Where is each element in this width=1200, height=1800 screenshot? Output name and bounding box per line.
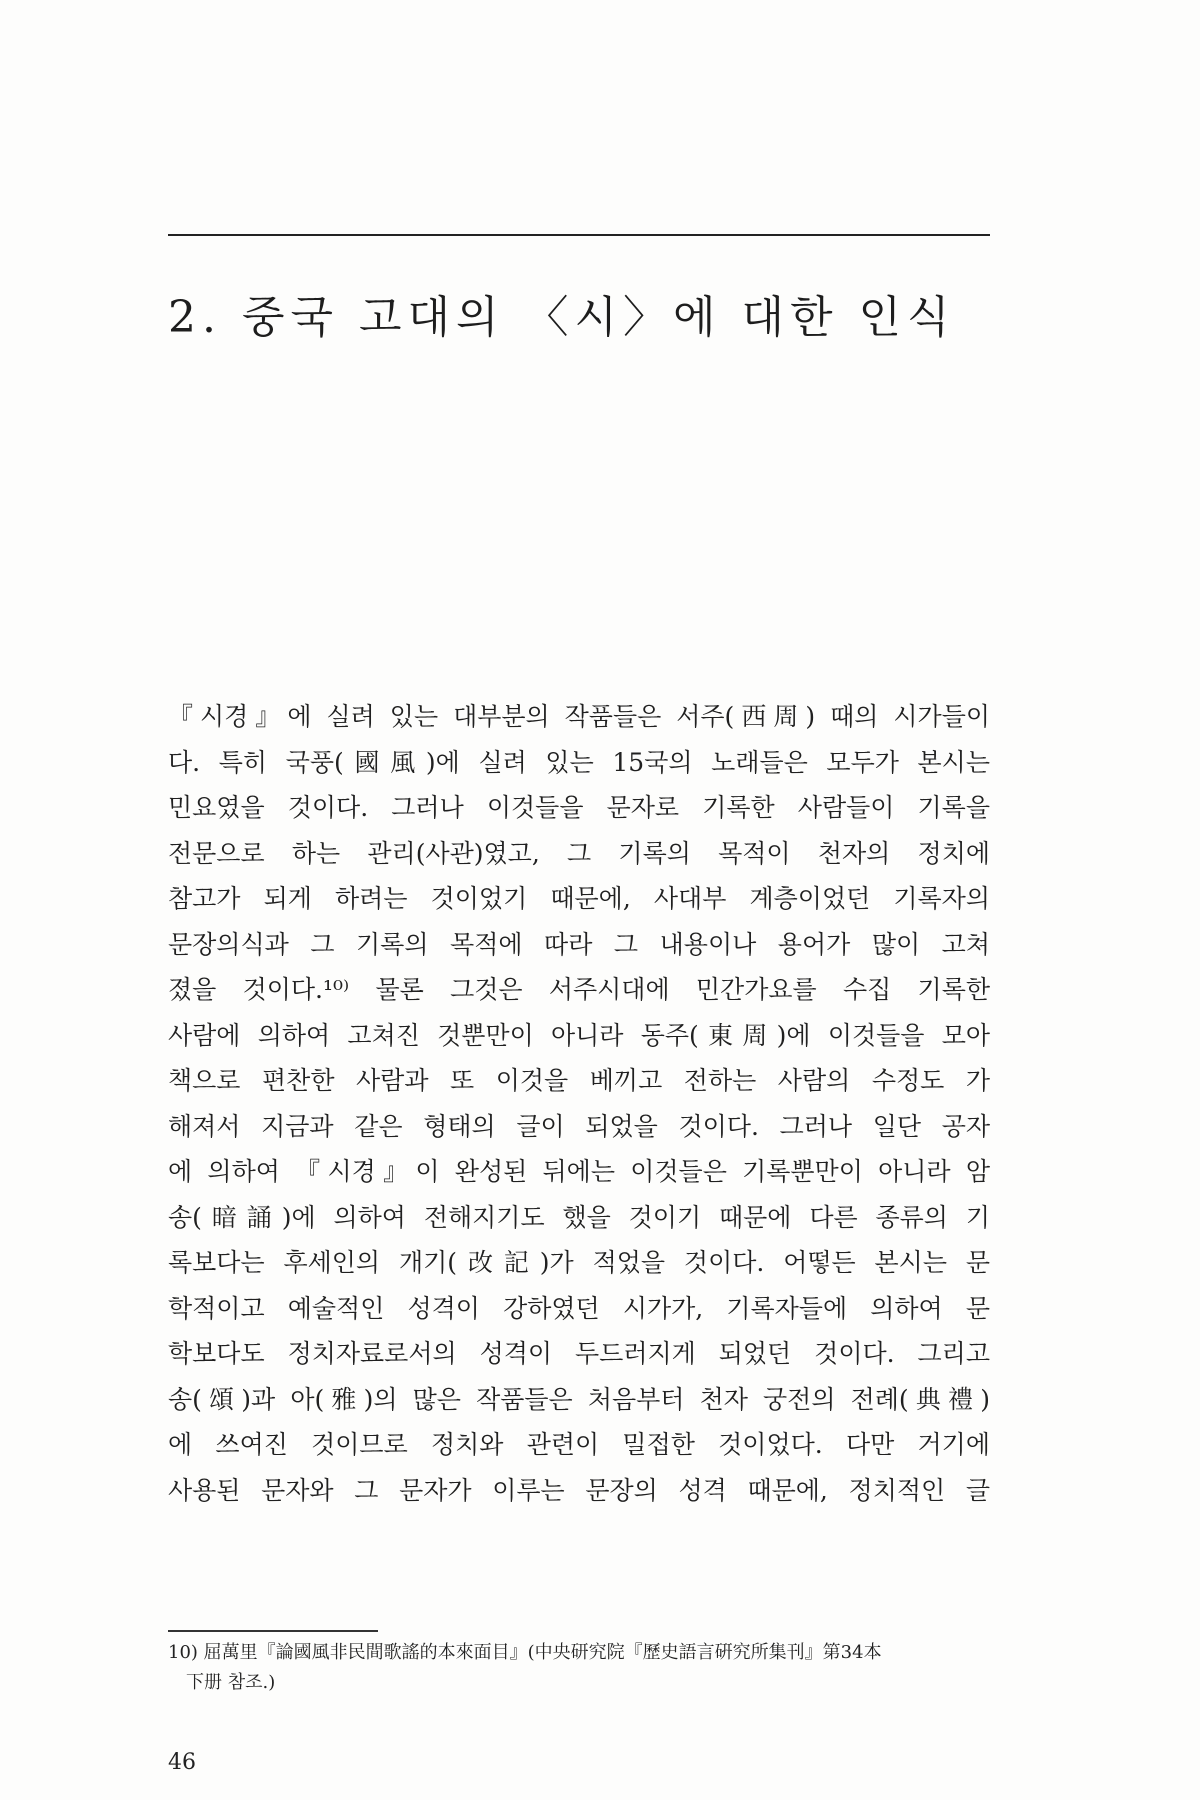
body-line: 다. 특히 국풍(國風)에 실려 있는 15국의 노래들은 모두가 본시는: [168, 747, 990, 777]
body-line: 해져서 지금과 같은 형태의 글이 되었을 것이다. 그러나 일단 공자: [168, 1111, 990, 1141]
body-line: 에 쓰여진 것이므로 정치와 관련이 밀접한 것이었다. 다만 거기에: [168, 1430, 990, 1459]
body-line: 『시경』에 실려 있는 대부분의 작품들은 서주(西周) 때의 시가들이: [168, 702, 990, 731]
chapter-top-rule: [168, 234, 990, 236]
body-line: 졌을 것이다.¹⁰⁾ 물론 그것은 서주시대에 민간가요를 수집 기록한: [168, 975, 990, 1004]
page-number: 46: [168, 1750, 196, 1775]
body-line: 송(頌)과 아(雅)의 많은 작품들은 처음부터 천자 궁전의 전례(典禮): [168, 1384, 990, 1414]
body-line: 참고가 되게 하려는 것이었기 때문에, 사대부 계층이었던 기록자의: [168, 884, 990, 913]
body-line: 민요였을 것이다. 그러나 이것들을 문자로 기록한 사람들이 기록을: [168, 793, 990, 822]
body-text: [168, 694, 990, 1513]
body-line: 학보다도 정치자료로서의 성격이 두드러지게 되었던 것이다. 그리고: [168, 1339, 990, 1368]
body-line: 전문으로 하는 관리(사관)였고, 그 기록의 목적이 천자의 정치에: [168, 838, 990, 868]
footnotes: [168, 1638, 990, 1698]
body-line: 문장의식과 그 기록의 목적에 따라 그 내용이나 용어가 많이 고쳐: [168, 929, 990, 959]
footnote-line: 下册 참조.): [186, 1672, 276, 1693]
footnote-rule: [168, 1630, 378, 1632]
body-line: 에 의하여 『시경』이 완성된 뒤에는 이것들은 기록뿐만이 아니라 암: [168, 1157, 990, 1186]
body-line: 송(暗誦)에 의하여 전해지기도 했을 것이기 때문에 다른 종류의 기: [168, 1202, 990, 1232]
body-line: 학적이고 예술적인 성격이 강하였던 시가가, 기록자들에 의하여 문: [168, 1293, 990, 1323]
chapter-title: 2. 중국 고대의 〈시〉에 대한 인식: [168, 292, 956, 344]
body-line: 록보다는 후세인의 개기(改記)가 적었을 것이다. 어떻든 본시는 문: [168, 1248, 990, 1277]
body-line: 책으로 편찬한 사람과 또 이것을 베끼고 전하는 사람의 수정도 가: [168, 1066, 990, 1095]
body-line: 사람에 의하여 고쳐진 것뿐만이 아니라 동주(東周)에 이것들을 모아: [168, 1020, 990, 1050]
footnote-line: 10) 屈萬里『論國風非民間歌謠的本來面目』(中央研究院『歷史語言硏究所集刊』第34本: [168, 1642, 882, 1663]
body-line: 사용된 문자와 그 문자가 이루는 문장의 성격 때문에, 정치적인 글: [168, 1475, 990, 1505]
